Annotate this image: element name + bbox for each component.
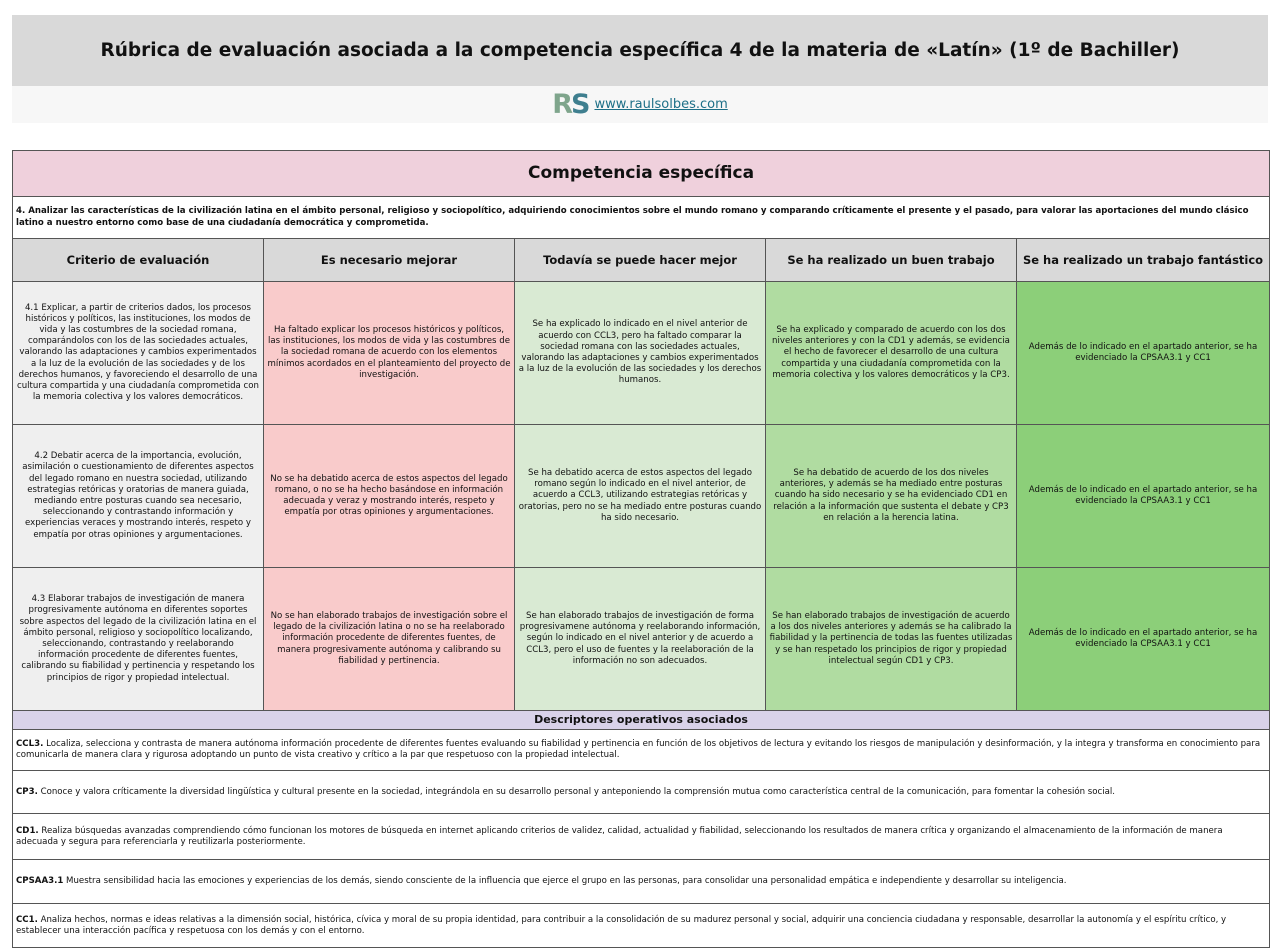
descriptor-cell [13,860,1270,904]
descriptor-cell [13,904,1270,948]
descriptor-row [13,771,1270,814]
header-level-1: Es necesario mejorar [264,239,515,282]
page-title: Rúbrica de evaluación asociada a la competencia específica 4 de la materia de «Latín» (1º de Bachiller) [100,40,1180,61]
descriptor-text: Conoce y valora críticamente la diversidad lingüística y cultural presente en la sociedad, integrándola en su desarrollo personal y anteponiendo la comprensión mutua como característica central de la comunicación, para fomentar la cohesión social. [37,786,1116,797]
descriptor-row [13,904,1270,948]
level-4-cell: Además de lo indicado en el apartado anterior, se ha evidenciado la CPSAA3.1 y CC1 [1017,425,1270,568]
header-criterio: Criterio de evaluación [13,239,264,282]
level-2-cell: Se ha debatido acerca de estos aspectos del legado romano según lo indicado en el nivel anterior, de acuerdo a CCL3, utilizando estrategias retóricas y oratorias, pero no se ha mediado entre posturas cuando ha sido necesario. [515,425,766,568]
criterion-cell: 4.2 Debatir acerca de la importancia, evolución, asimilación o cuestionamiento de diferentes aspectos del legado romano en nuestra sociedad, utilizando estrategias retóricas y oratorias de manera guiada, mediando entre posturas cuando sea necesario, seleccionando y contrastando información y experiencias veraces y mostrando interés, respeto y empatía por otras opiniones y argumentaciones. [13,425,264,568]
rubric-table [12,150,1270,948]
descriptor-code: CPSAA3.1 [16,876,64,887]
level-2-cell: Se ha explicado lo indicado en el nivel anterior de acuerdo con CCL3, pero ha faltado comparar la sociedad romana con las sociedades actuales, valorando las adaptaciones y cambios experimentados a la luz de la evolución de las sociedades y los derechos humanos. [515,282,766,425]
brand-bar [12,86,1268,123]
level-4-cell: Además de lo indicado en el apartado anterior, se ha evidenciado la CPSAA3.1 y CC1 [1017,282,1270,425]
level-2-cell: Se han elaborado trabajos de investigación de forma progresivamene autónoma y reelaborando información, según lo indicado en el nivel anterior y de acuerdo a CCL3, pero el uso de fuentes y la reelaboración de la información no son adecuados. [515,568,766,711]
descriptor-cell [13,730,1270,771]
descriptor-text: Localiza, selecciona y contrasta de manera autónoma información procedente de diferentes fuentes evaluando su fiabilidad y pertinencia en función de los objetivos de lectura y evitando los riesgos de manipulación y desinformación, y la integra y transforma en conocimiento para comunicarla de manera clara y rigurosa adoptando un punto de vista creativo y crítico a la par que respetuoso con la propiedad intelectual. [16,739,1261,761]
descriptors-title: Descriptores operativos asociados [13,711,1270,730]
criterion-row [13,425,1270,568]
level-3-cell: Se ha explicado y comparado de acuerdo con los dos niveles anteriores y con la CD1 y además, se evidencia el hecho de favorecer el desarrollo de una cultura compartida y una ciudadanía comprometida con la memoria colectiva y los valores democráticos y la CP3. [766,282,1017,425]
column-headers [13,239,1270,282]
descriptor-code: CD1. [16,825,39,836]
criterion-row [13,568,1270,711]
website-link[interactable]: www.raulsolbes.com [594,97,728,112]
competencia-title: Competencia específica [13,151,1270,197]
header-level-4: Se ha realizado un trabajo fantástico [1017,239,1270,282]
descriptor-text: Realiza búsquedas avanzadas comprendiendo cómo funcionan los motores de búsqueda en internet aplicando criterios de validez, calidad, actualidad y fiabilidad, seleccionando los resultados de manera crítica y organizando el almacenamiento de la información de manera adecuada y segura para referenciarla y reutilizarla posteriormente. [16,825,1223,847]
criterion-cell: 4.3 Elaborar trabajos de investigación de manera progresivamente autónoma en diferentes soportes sobre aspectos del legado de la civilización latina en el ámbito personal, religioso y sociopolítico localizando, seleccionando, contrastando y reelaborando información procedente de diferentes fuentes, calibrando su fiabilidad y pertinencia y respetando los principios de rigor y propiedad intelectual. [13,568,264,711]
level-3-cell: Se han elaborado trabajos de investigación de acuerdo a los dos niveles anteriores y además se ha calibrado la fiabilidad y la pertinencia de todas las fuentes utilizadas y se han respetado los principios de rigor y propiedad intelectual según CD1 y CP3. [766,568,1017,711]
descriptor-row [13,814,1270,860]
descriptor-code: CP3. [16,786,38,797]
level-1-cell: No se ha debatido acerca de estos aspectos del legado romano, o no se ha hecho basándose en información adecuada y veraz y mostrando interés, respeto y empatía por otras opiniones y argumentaciones. [264,425,515,568]
descriptor-text: Muestra sensibilidad hacia las emociones y experiencias de los demás, siendo consciente de la influencia que ejerce el grupo en las personas, para consolidar una personalidad empática e independiente y desarrollar su inteligencia. [63,876,1067,887]
descriptor-cell [13,814,1270,860]
descriptor-cell [13,771,1270,814]
level-1-cell: No se han elaborado trabajos de investigación sobre el legado de la civilización latina o no se ha reelaborado información procedente de diferentes fuentes, de manera progresivamente autónoma y calibrando su fiabilidad y pertinencia. [264,568,515,711]
header-level-2: Todavía se puede hacer mejor [515,239,766,282]
level-1-cell: Ha faltado explicar los procesos históricos y políticos, las instituciones, los modos de vida y las costumbres de la sociedad romana de acuerdo con los elementos mínimos acordados en el planteamiento del proyecto de investigación. [264,282,515,425]
descriptor-text: Analiza hechos, normas e ideas relativas a la dimensión social, histórica, cívica y moral de su propia identidad, para contribuir a la consolidación de su madurez personal y social, adquirir una conciencia ciudadana y responsable, desarrollar la autonomía y el espíritu crítico, y establecer una interacción pacífica y respetuosa con los demás y con el entorno. [16,914,1227,936]
criterion-row [13,282,1270,425]
level-4-cell: Además de lo indicado en el apartado anterior, se ha evidenciado la CPSAA3.1 y CC1 [1017,568,1270,711]
header-level-3: Se ha realizado un buen trabajo [766,239,1017,282]
criterion-cell: 4.1 Explicar, a partir de criterios dados, los procesos históricos y políticos, las instituciones, los modos de vida y las costumbres de la sociedad romana, comparándolos con los de las sociedades actuales, valorando las adaptaciones y cambios experimentados a la luz de la evolución de las sociedades y de los derechos humanos, y favoreciendo el desarrollo de una cultura compartida y una ciudadanía comprometida con la memoria colectiva y los valores democráticos. [13,282,264,425]
descriptor-code: CC1. [16,914,38,925]
descriptor-row [13,860,1270,904]
rs-logo: RS [552,89,589,120]
competencia-description: 4. Analizar las características de la civilización latina en el ámbito personal, religioso y sociopolítico, adquiriendo conocimientos sobre el mundo romano y comparando críticamente el presente y el pasado, para valorar las aportaciones del mundo clásico latino a nuestro entorno como base de una ciudadanía democrática y comprometida. [13,197,1270,239]
descriptor-row [13,730,1270,771]
descriptor-code: CCL3. [16,739,44,750]
title-bar [12,15,1268,86]
level-3-cell: Se ha debatido de acuerdo de los dos niveles anteriores, y además se ha mediado entre posturas cuando ha sido necesario y se ha evidenciado CD1 en relación a la información que sustenta el debate y CP3 en relación a la herencia latina. [766,425,1017,568]
